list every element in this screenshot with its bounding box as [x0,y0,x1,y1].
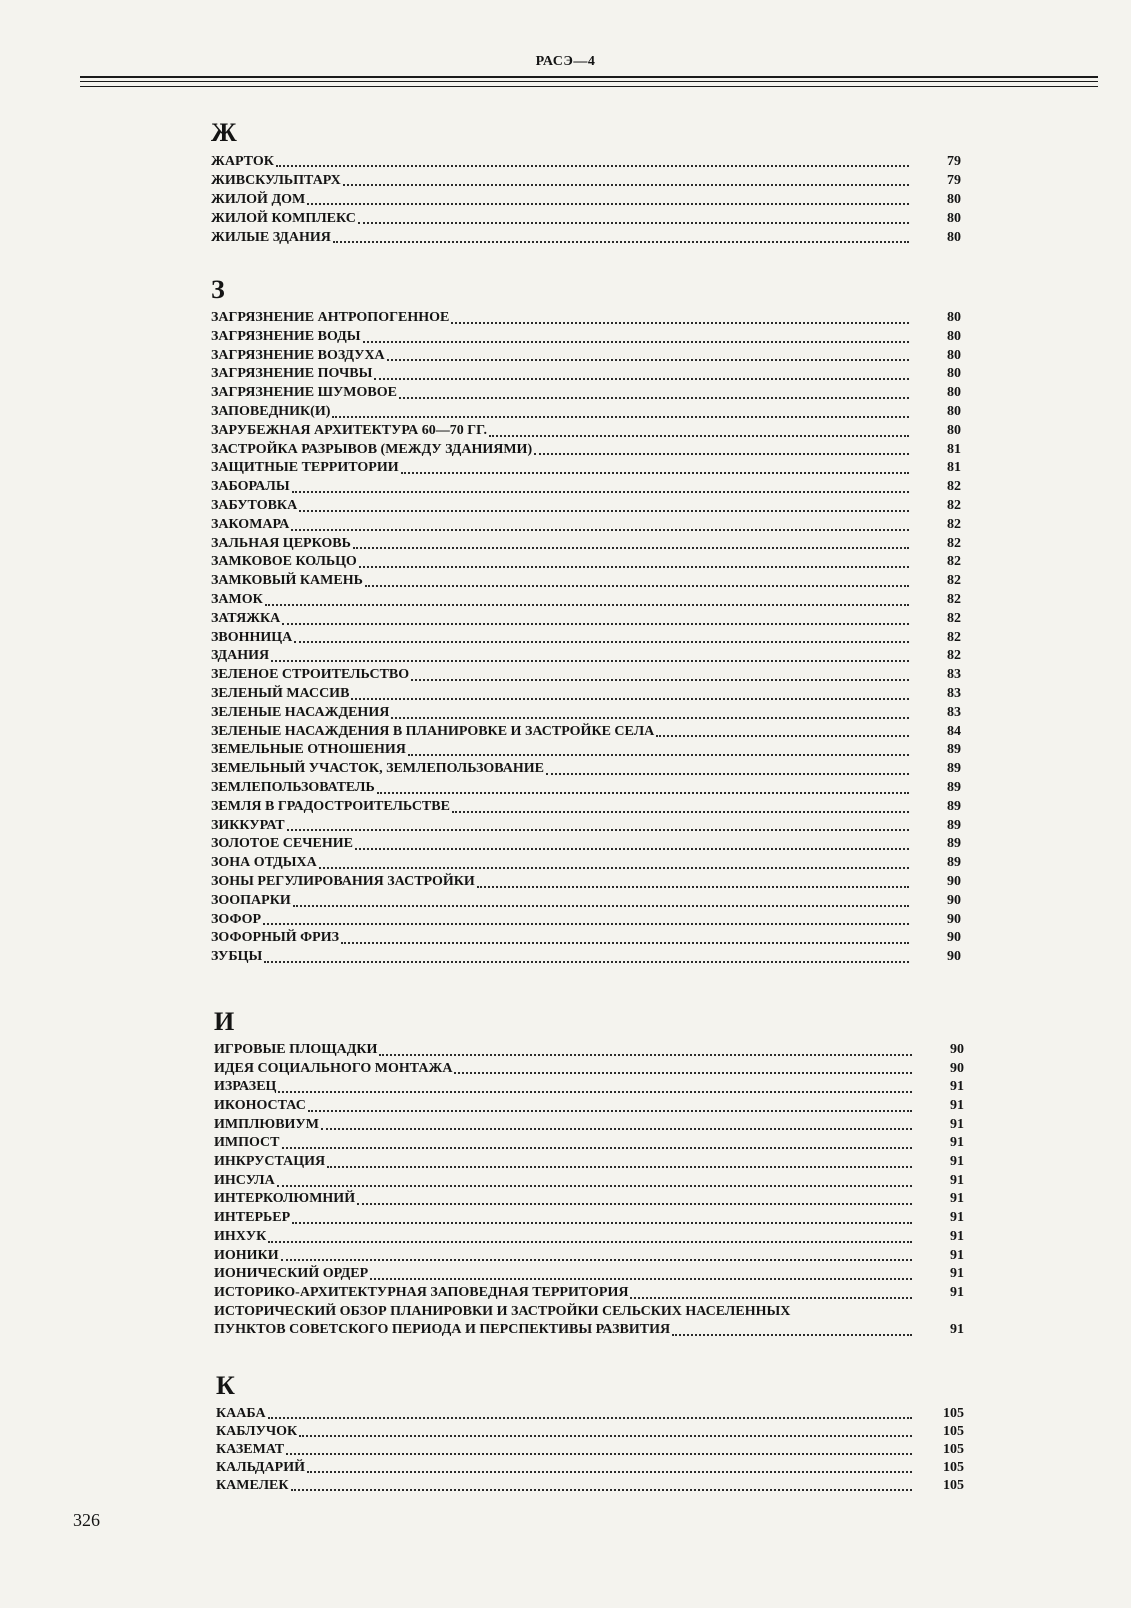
index-term: ИОНИКИ [214,1247,279,1263]
index-term: КАБЛУЧОК [216,1424,298,1439]
dot-leader [656,734,909,737]
dot-leader [268,1240,912,1243]
section-letter: К [216,1371,235,1400]
index-term: КААБА [216,1406,266,1421]
index-entry [214,1116,964,1135]
index-term: ЖИЛЫЕ ЗДАНИЯ [211,230,331,245]
index-entry [211,835,961,854]
index-section-z [211,275,961,967]
index-page-number: 91 [950,1098,964,1114]
index-entry [211,497,961,516]
index-page-number: 82 [947,648,961,664]
index-entry [211,553,961,572]
index-term: ЖАРТОК [211,154,274,169]
index-page-number: 83 [947,667,961,683]
index-term: ПУНКТОВ СОВЕТСКОГО ПЕРИОДА И ПЕРСПЕКТИВЫ РАЗВИТИЯ [214,1322,671,1338]
dot-leader [370,1277,912,1280]
index-page-number: 89 [947,761,961,777]
index-page-number: 91 [950,1154,964,1170]
index-term: ЖИВСКУЛЬПТАРХ [211,173,341,188]
dot-leader [268,1416,912,1419]
index-entry [211,365,961,384]
dot-leader [363,340,909,343]
dot-leader [477,885,909,888]
index-page-number: 91 [950,1228,964,1244]
index-page-number: 82 [947,516,961,532]
dot-leader [291,528,909,531]
dot-leader [534,452,909,455]
index-term: ЗАЩИТНЫЕ ТЕРРИТОРИИ [211,460,399,476]
dot-leader [451,321,909,324]
index-entry [216,1423,964,1441]
section-letter: Ж [211,118,237,147]
index-entry [214,1247,964,1266]
index-term: ЗВОННИЦА [211,629,293,645]
dot-leader [321,1127,912,1130]
index-term: ЗОФОРНЫЙ ФРИЗ [211,930,339,946]
index-entry [211,760,961,779]
index-term: ЗАГРЯЗНЕНИЕ ШУМОВОЕ [211,385,397,401]
index-term: ЗЕМЛЕПОЛЬЗОВАТЕЛЬ [211,779,375,795]
index-term: ЗУБЦЫ [211,949,263,965]
index-page-number: 89 [947,836,961,852]
index-term: КАМЕЛЕК [216,1478,289,1493]
running-header: РАСЭ—4 [535,54,596,69]
index-page-number: 82 [947,554,961,570]
index-entry [211,190,961,209]
index-page-number: 79 [947,154,961,169]
index-term: ЗАПОВЕДНИК(И) [211,403,331,419]
index-term: ЗЕЛЕНЫЕ НАСАЖДЕНИЯ В ПЛАНИРОВКЕ И ЗАСТРОЙКЕ СЕЛА [211,723,655,739]
dot-leader [355,847,909,850]
index-term: ЗАЛЬНАЯ ЦЕРКОВЬ [211,535,351,551]
index-term: ЗЕМЕЛЬНЫЕ ОТНОШЕНИЯ [211,742,406,758]
index-entry [214,1097,964,1116]
dot-leader [294,640,909,643]
index-section-zh [211,118,961,247]
index-page-number: 91 [950,1266,964,1282]
index-page-number: 82 [947,497,961,513]
index-entry [211,209,961,228]
index-page-number: 91 [950,1322,964,1338]
index-term: ЗОНЫ РЕГУЛИРОВАНИЯ ЗАСТРОЙКИ [211,873,475,889]
index-page-number: 90 [947,873,961,889]
index-page-number: 89 [947,817,961,833]
index-page-number: 82 [947,535,961,551]
index-page-number: 83 [947,704,961,720]
index-entry [214,1303,964,1340]
index-page-number: 90 [950,1041,964,1057]
index-entry-list [216,1405,964,1495]
index-page-number: 81 [947,441,961,457]
index-page-number: 89 [947,742,961,758]
index-entry [211,610,961,629]
index-entry [211,384,961,403]
index-entry [214,1078,964,1097]
index-page-number: 90 [947,911,961,927]
index-entry-line2 [214,1321,964,1340]
index-term: ИСТОРИЧЕСКИЙ ОБЗОР ПЛАНИРОВКИ И ЗАСТРОЙКИ СЕЛЬСКИХ НАСЕЛЕННЫХ [214,1303,791,1319]
dot-leader [291,1488,912,1491]
index-page-number: 90 [947,930,961,946]
index-entry [211,817,961,836]
page-number-folio: 326 [73,1510,100,1530]
index-page-number: 79 [947,173,961,188]
index-term: ИНХУК [214,1228,267,1244]
index-page-number: 82 [947,591,961,607]
index-entry [211,892,961,911]
index-term: ЗЕМЕЛЬНЫЙ УЧАСТОК, ЗЕМЛЕПОЛЬЗОВАНИЕ [211,761,544,777]
index-entry [211,516,961,535]
index-term: ЗДАНИЯ [211,648,270,664]
index-entry [211,854,961,873]
index-entry [211,441,961,460]
index-page-number: 89 [947,798,961,814]
index-term: ИНТЕРКОЛЮМНИЙ [214,1191,356,1207]
index-page-number: 80 [947,192,961,207]
dot-leader [358,221,909,224]
index-term: ЗАБОРАЛЫ [211,479,290,495]
index-page-number: 83 [947,685,961,701]
index-page-number: 82 [947,573,961,589]
dot-leader [282,622,909,625]
dot-leader [286,1452,912,1455]
index-entry [211,152,961,171]
dot-leader [299,509,909,512]
section-letter: З [211,275,225,304]
index-entry [211,309,961,328]
index-term: ИКОНОСТАС [214,1098,306,1114]
dot-leader [263,922,909,925]
index-term: ИНТЕРЬЕР [214,1210,291,1226]
index-term: ЗЕЛЕНЫЙ МАССИВ [211,685,350,701]
index-term: ИГРОВЫЕ ПЛОЩАДКИ [214,1041,378,1057]
index-entry [211,798,961,817]
section-letter: И [214,1007,235,1036]
index-entry [211,572,961,591]
dot-leader [387,358,909,361]
index-term: ЗИККУРАТ [211,817,285,833]
index-term: ЗОЛОТОЕ СЕЧЕНИЕ [211,836,353,852]
index-term: ИМПЛЮВИУМ [214,1116,319,1132]
dot-leader [282,1146,912,1149]
index-page-number: 89 [947,779,961,795]
index-page-number: 91 [950,1210,964,1226]
dot-leader [341,941,909,944]
dot-leader [332,415,909,418]
index-term: КАЗЕМАТ [216,1442,285,1457]
index-entry-list-tail [214,1303,964,1340]
index-entry-list [211,309,961,967]
dot-leader [377,791,909,794]
index-term: ИСТОРИКО-АРХИТЕКТУРНАЯ ЗАПОВЕДНАЯ ТЕРРИТОРИЯ [214,1284,629,1300]
dot-leader [359,565,909,568]
index-entry [211,478,961,497]
index-page-number: 82 [947,629,961,645]
index-entry [211,873,961,892]
index-entry [214,1041,964,1060]
index-page-number: 80 [947,366,961,382]
dot-leader [353,546,909,549]
index-term: ИНКРУСТАЦИЯ [214,1154,326,1170]
index-term: ЖИЛОЙ КОМПЛЕКС [211,211,356,226]
header-rule [80,76,1098,78]
header-rule [80,81,1098,82]
index-page-number: 89 [947,855,961,871]
dot-leader [292,1221,912,1224]
index-term: ЗАМКОВЫЙ КАМЕНЬ [211,573,363,589]
index-page-number: 91 [950,1079,964,1095]
index-entry [216,1441,964,1459]
index-page-number: 80 [947,422,961,438]
dot-leader [333,240,909,243]
dot-leader [281,1258,912,1261]
index-entry [211,704,961,723]
index-term: ЗЕМЛЯ В ГРАДОСТРОИТЕЛЬСТВЕ [211,798,450,814]
dot-leader [379,1053,912,1056]
dot-leader [277,1184,912,1187]
dot-leader [630,1296,912,1299]
index-entry-list [214,1041,964,1303]
dot-leader [287,828,909,831]
index-term: ЗАТЯЖКА [211,610,281,626]
dot-leader [307,1470,912,1473]
index-entry [214,1209,964,1228]
dot-leader [292,490,909,493]
index-page-number: 80 [947,385,961,401]
index-entry [214,1191,964,1210]
dot-leader [391,716,909,719]
dot-leader [264,960,909,963]
index-page-number: 91 [950,1191,964,1207]
index-term: ЗАГРЯЗНЕНИЕ ПОЧВЫ [211,366,373,382]
index-page-number: 80 [947,310,961,325]
index-entry [211,779,961,798]
index-term: ИНСУЛА [214,1172,275,1188]
index-entry [216,1459,964,1477]
dot-leader [351,697,909,700]
index-entry [216,1405,964,1423]
index-term: ЗАРУБЕЖНАЯ АРХИТЕКТУРА 60—70 ГГ. [211,422,487,438]
index-term: ЗАМОК [211,591,263,607]
index-term: ЗАМКОВОЕ КОЛЬЦО [211,554,357,570]
index-page-number: 80 [947,347,961,363]
index-entry [211,741,961,760]
dot-leader [271,659,909,662]
index-term: ИМПОСТ [214,1135,280,1151]
index-page-number: 80 [947,328,961,344]
index-page-number: 91 [950,1172,964,1188]
dot-leader [672,1333,912,1336]
index-page-number: 91 [950,1135,964,1151]
dot-leader [546,772,909,775]
index-entry [214,1153,964,1172]
index-entry [214,1134,964,1153]
index-term: ЗАБУТОВКА [211,497,298,513]
index-term: ЗАСТРОЙКА РАЗРЫВОВ (МЕЖДУ ЗДАНИЯМИ) [211,441,533,457]
dot-leader [307,202,909,205]
index-page-number: 90 [947,949,961,965]
index-term: ИДЕЯ СОЦИАЛЬНОГО МОНТАЖА [214,1060,453,1076]
index-entry [211,422,961,441]
index-term: ИОНИЧЕСКИЙ ОРДЕР [214,1266,369,1282]
index-page-number: 105 [943,1478,964,1493]
index-term: ЗАГРЯЗНЕНИЕ ВОДЫ [211,328,361,344]
dot-leader [299,1434,912,1437]
index-entry [211,685,961,704]
index-page-number: 80 [947,211,961,226]
dot-leader [489,434,909,437]
index-entry-list [211,152,961,247]
dot-leader [293,904,909,907]
index-entry [211,666,961,685]
dot-leader [399,396,909,399]
index-entry [214,1172,964,1191]
index-page-number: 81 [947,460,961,476]
index-term: ЗЕЛЕНОЕ СТРОИТЕЛЬСТВО [211,667,410,683]
dot-leader [454,1071,912,1074]
index-page-number: 80 [947,403,961,419]
index-entry [211,459,961,478]
index-term: ЗАГРЯЗНЕНИЕ ВОЗДУХА [211,347,385,363]
dot-leader [276,164,909,167]
dot-leader [265,603,909,606]
index-term: КАЛЬДАРИЙ [216,1460,305,1475]
index-page-number: 91 [950,1247,964,1263]
index-entry [211,591,961,610]
index-entry [211,228,961,247]
index-entry [214,1228,964,1247]
index-page-number: 105 [943,1406,964,1421]
dot-leader [278,1090,912,1093]
index-entry [211,629,961,648]
dot-leader [308,1109,912,1112]
index-entry [214,1060,964,1079]
header-rule [80,86,1098,87]
index-entry [214,1284,964,1303]
index-entry [211,403,961,422]
index-page-number: 90 [947,892,961,908]
index-entry [211,647,961,666]
index-term: ЗОНА ОТДЫХА [211,855,317,871]
dot-leader [401,471,909,474]
index-term: ЗООПАРКИ [211,892,291,908]
index-page-number: 82 [947,479,961,495]
index-page-number: 105 [943,1442,964,1457]
index-entry [211,929,961,948]
index-term: ЗАГРЯЗНЕНИЕ АНТРОПОГЕННОЕ [211,310,450,325]
index-section-i [214,1007,964,1340]
index-entry [216,1477,964,1495]
index-entry [214,1265,964,1284]
dot-leader [343,183,909,186]
index-term: ИЗРАЗЕЦ [214,1079,277,1095]
dot-leader [408,753,909,756]
index-entry [211,171,961,190]
index-entry [211,328,961,347]
index-entry [211,911,961,930]
index-page-number: 84 [947,723,961,739]
index-page-number: 91 [950,1116,964,1132]
index-section-k [216,1371,964,1495]
index-entry [211,535,961,554]
index-page-number: 91 [950,1284,964,1300]
index-term: ЖИЛОЙ ДОМ [211,192,306,207]
index-entry [211,948,961,967]
index-entry [211,723,961,742]
index-page-number: 90 [950,1060,964,1076]
dot-leader [357,1202,912,1205]
index-page-number: 105 [943,1424,964,1439]
index-page-number: 80 [947,230,961,245]
index-term: ЗЕЛЕНЫЕ НАСАЖДЕНИЯ [211,704,390,720]
index-term: ЗОФОР [211,911,262,927]
index-term: ЗАКОМАРА [211,516,290,532]
dot-leader [411,678,909,681]
dot-leader [327,1165,912,1168]
index-page-number: 82 [947,610,961,626]
index-page-number: 105 [943,1460,964,1475]
dot-leader [452,810,909,813]
dot-leader [319,866,909,869]
dot-leader [365,584,909,587]
index-entry [211,347,961,366]
dot-leader [374,377,909,380]
